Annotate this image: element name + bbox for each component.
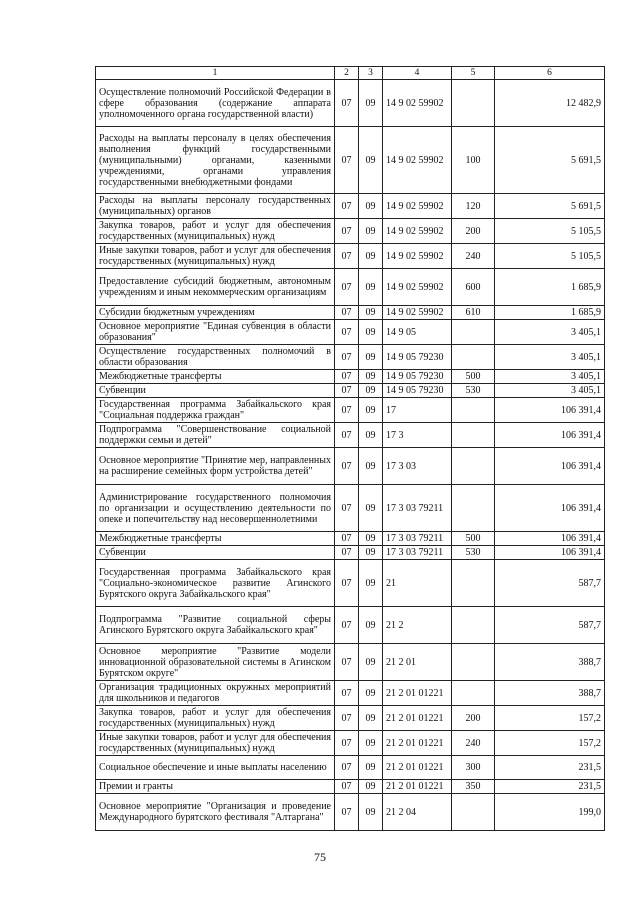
header-cell: 2 (335, 67, 359, 80)
table-row (96, 448, 605, 485)
table-header-row (96, 67, 605, 80)
row-cell-c5: 500 (452, 532, 495, 546)
row-description: Администрирование государственного полномочия по организации и осуществлению деятельности по опеке и попечительству над несовершеннолетними (96, 485, 335, 532)
row-cell-c4: 14 9 02 59902 (383, 194, 452, 219)
row-description: Субвенции (96, 546, 335, 560)
row-cell-c6: 3 405,1 (495, 345, 605, 370)
row-cell-c3: 09 (359, 706, 383, 731)
row-description: Основное мероприятие "Единая субвенция в области образования" (96, 320, 335, 345)
row-cell-c2: 07 (335, 80, 359, 127)
table-row (96, 398, 605, 423)
row-description: Субсидии бюджетным учреждениям (96, 306, 335, 320)
row-cell-c4: 14 9 05 (383, 320, 452, 345)
row-cell-c3: 09 (359, 546, 383, 560)
row-cell-c6: 157,2 (495, 706, 605, 731)
row-cell-c3: 09 (359, 560, 383, 607)
row-cell-c6: 106 391,4 (495, 532, 605, 546)
table-row (96, 194, 605, 219)
row-description: Основное мероприятие "Принятие мер, направленных на расширение семейных форм устройства детей" (96, 448, 335, 485)
row-description: Предоставление субсидий бюджетным, автономным учреждениям и иным некоммерческим организациям (96, 269, 335, 306)
table-row (96, 644, 605, 681)
row-cell-c6: 3 405,1 (495, 384, 605, 398)
header-cell: 6 (495, 67, 605, 80)
row-cell-c4: 14 9 05 79230 (383, 345, 452, 370)
row-cell-c2: 07 (335, 780, 359, 794)
row-cell-c3: 09 (359, 607, 383, 644)
row-cell-c6: 5 691,5 (495, 127, 605, 194)
row-cell-c2: 07 (335, 756, 359, 780)
row-cell-c4: 21 2 (383, 607, 452, 644)
row-cell-c2: 07 (335, 244, 359, 269)
row-cell-c4: 14 9 05 79230 (383, 370, 452, 384)
row-cell-c4: 21 2 04 (383, 794, 452, 831)
row-description: Государственная программа Забайкальского края "Социальная поддержка граждан" (96, 398, 335, 423)
row-cell-c4: 17 3 03 79211 (383, 485, 452, 532)
row-cell-c6: 106 391,4 (495, 546, 605, 560)
row-cell-c6: 5 105,5 (495, 219, 605, 244)
row-cell-c2: 07 (335, 269, 359, 306)
row-cell-c6: 1 685,9 (495, 306, 605, 320)
table-row (96, 731, 605, 756)
row-cell-c5: 200 (452, 706, 495, 731)
row-cell-c4: 21 2 01 01221 (383, 706, 452, 731)
row-cell-c5: 530 (452, 384, 495, 398)
row-cell-c6: 388,7 (495, 681, 605, 706)
row-cell-c3: 09 (359, 127, 383, 194)
table-row (96, 560, 605, 607)
table-row (96, 756, 605, 780)
row-cell-c3: 09 (359, 681, 383, 706)
row-cell-c5 (452, 320, 495, 345)
row-cell-c3: 09 (359, 244, 383, 269)
row-cell-c5: 240 (452, 244, 495, 269)
row-cell-c6: 231,5 (495, 780, 605, 794)
row-cell-c4: 14 9 02 59902 (383, 219, 452, 244)
row-cell-c4: 14 9 02 59902 (383, 127, 452, 194)
row-cell-c5 (452, 448, 495, 485)
row-cell-c5 (452, 681, 495, 706)
row-cell-c6: 106 391,4 (495, 485, 605, 532)
row-description: Межбюджетные трансферты (96, 370, 335, 384)
row-cell-c6: 231,5 (495, 756, 605, 780)
table-row (96, 269, 605, 306)
row-cell-c5 (452, 345, 495, 370)
row-cell-c3: 09 (359, 485, 383, 532)
row-cell-c5: 120 (452, 194, 495, 219)
row-cell-c5 (452, 560, 495, 607)
row-cell-c4: 17 3 03 79211 (383, 532, 452, 546)
row-cell-c3: 09 (359, 306, 383, 320)
row-cell-c6: 3 405,1 (495, 320, 605, 345)
table-row (96, 320, 605, 345)
table-row (96, 80, 605, 127)
row-cell-c6: 5 691,5 (495, 194, 605, 219)
row-cell-c5: 200 (452, 219, 495, 244)
row-cell-c3: 09 (359, 398, 383, 423)
row-description: Расходы на выплаты персоналу государственных (муниципальных) органов (96, 194, 335, 219)
row-description: Организация традиционных окружных мероприятий для школьников и педагогов (96, 681, 335, 706)
page-number: 75 (314, 850, 326, 864)
table-row (96, 384, 605, 398)
row-cell-c2: 07 (335, 398, 359, 423)
row-cell-c6: 388,7 (495, 644, 605, 681)
row-cell-c6: 12 482,9 (495, 80, 605, 127)
row-cell-c4: 21 2 01 01221 (383, 731, 452, 756)
row-cell-c2: 07 (335, 320, 359, 345)
row-cell-c2: 07 (335, 794, 359, 831)
row-cell-c4: 17 3 (383, 423, 452, 448)
table-row (96, 423, 605, 448)
table-row (96, 219, 605, 244)
row-cell-c2: 07 (335, 306, 359, 320)
row-description: Социальное обеспечение и иные выплаты населению (96, 756, 335, 780)
row-cell-c2: 07 (335, 706, 359, 731)
table-row (96, 706, 605, 731)
table-row (96, 681, 605, 706)
row-cell-c4: 21 2 01 01221 (383, 756, 452, 780)
row-cell-c6: 106 391,4 (495, 423, 605, 448)
row-cell-c3: 09 (359, 780, 383, 794)
row-cell-c3: 09 (359, 423, 383, 448)
row-cell-c3: 09 (359, 644, 383, 681)
row-cell-c4: 17 3 03 (383, 448, 452, 485)
row-cell-c2: 07 (335, 384, 359, 398)
row-cell-c4: 21 2 01 (383, 644, 452, 681)
row-cell-c3: 09 (359, 448, 383, 485)
row-cell-c2: 07 (335, 560, 359, 607)
table-row (96, 127, 605, 194)
row-cell-c2: 07 (335, 194, 359, 219)
row-cell-c2: 07 (335, 345, 359, 370)
row-description: Субвенции (96, 384, 335, 398)
row-cell-c5 (452, 80, 495, 127)
row-cell-c2: 07 (335, 731, 359, 756)
row-cell-c6: 587,7 (495, 607, 605, 644)
row-cell-c3: 09 (359, 219, 383, 244)
row-cell-c5 (452, 423, 495, 448)
row-cell-c4: 17 (383, 398, 452, 423)
table-row (96, 532, 605, 546)
row-description: Иные закупки товаров, работ и услуг для обеспечения государственных (муниципальных) нужд (96, 731, 335, 756)
row-cell-c3: 09 (359, 532, 383, 546)
table-row (96, 780, 605, 794)
row-cell-c6: 106 391,4 (495, 398, 605, 423)
row-cell-c4: 14 9 02 59902 (383, 306, 452, 320)
row-description: Осуществление полномочий Российской Федерации в сфере образования (содержание аппарата уполномоченного органа государственной власти) (96, 80, 335, 127)
table-row (96, 794, 605, 831)
row-cell-c2: 07 (335, 607, 359, 644)
row-cell-c2: 07 (335, 644, 359, 681)
row-cell-c3: 09 (359, 731, 383, 756)
row-cell-c5 (452, 794, 495, 831)
row-cell-c5: 530 (452, 546, 495, 560)
row-cell-c3: 09 (359, 80, 383, 127)
row-cell-c6: 1 685,9 (495, 269, 605, 306)
header-cell: 4 (383, 67, 452, 80)
row-cell-c2: 07 (335, 681, 359, 706)
row-cell-c6: 3 405,1 (495, 370, 605, 384)
table-row (96, 546, 605, 560)
row-cell-c2: 07 (335, 219, 359, 244)
row-cell-c5: 600 (452, 269, 495, 306)
row-description: Подпрограмма "Совершенствование социальной поддержки семьи и детей" (96, 423, 335, 448)
row-cell-c5: 350 (452, 780, 495, 794)
row-cell-c5: 240 (452, 731, 495, 756)
row-cell-c5 (452, 607, 495, 644)
row-description: Основное мероприятие "Развитие модели инновационной образовательной системы в Агинском Бурятском округе" (96, 644, 335, 681)
budget-table (95, 66, 605, 831)
table-row (96, 485, 605, 532)
row-cell-c4: 14 9 02 59902 (383, 244, 452, 269)
header-cell: 3 (359, 67, 383, 80)
budget-table-container (95, 66, 604, 831)
row-cell-c2: 07 (335, 546, 359, 560)
table-row (96, 345, 605, 370)
row-cell-c5: 610 (452, 306, 495, 320)
row-cell-c3: 09 (359, 370, 383, 384)
row-description: Премии и гранты (96, 780, 335, 794)
row-description: Закупка товаров, работ и услуг для обеспечения государственных (муниципальных) нужд (96, 219, 335, 244)
row-cell-c4: 14 9 02 59902 (383, 80, 452, 127)
row-description: Осуществление государственных полномочий в области образования (96, 345, 335, 370)
header-cell: 5 (452, 67, 495, 80)
row-cell-c3: 09 (359, 794, 383, 831)
row-cell-c5: 100 (452, 127, 495, 194)
row-cell-c2: 07 (335, 448, 359, 485)
row-cell-c3: 09 (359, 194, 383, 219)
row-cell-c6: 157,2 (495, 731, 605, 756)
row-cell-c4: 17 3 03 79211 (383, 546, 452, 560)
row-cell-c6: 199,0 (495, 794, 605, 831)
row-cell-c6: 5 105,5 (495, 244, 605, 269)
row-cell-c5 (452, 398, 495, 423)
row-cell-c3: 09 (359, 320, 383, 345)
row-cell-c6: 587,7 (495, 560, 605, 607)
row-cell-c5: 500 (452, 370, 495, 384)
row-description: Основное мероприятие "Организация и проведение Международного бурятского фестиваля "Алтаргана" (96, 794, 335, 831)
row-cell-c4: 21 (383, 560, 452, 607)
row-description: Межбюджетные трансферты (96, 532, 335, 546)
row-cell-c5 (452, 485, 495, 532)
row-description: Иные закупки товаров, работ и услуг для обеспечения государственных (муниципальных) нужд (96, 244, 335, 269)
row-cell-c4: 21 2 01 01221 (383, 780, 452, 794)
row-cell-c3: 09 (359, 269, 383, 306)
table-row (96, 244, 605, 269)
row-description: Государственная программа Забайкальского края "Социально-экономическое развитие Агинского Бурятского округа Забайкальского края" (96, 560, 335, 607)
row-cell-c2: 07 (335, 485, 359, 532)
row-description: Закупка товаров, работ и услуг для обеспечения государственных (муниципальных) нужд (96, 706, 335, 731)
row-cell-c5: 300 (452, 756, 495, 780)
row-cell-c2: 07 (335, 532, 359, 546)
table-row (96, 607, 605, 644)
row-description: Расходы на выплаты персоналу в целях обеспечения выполнения функций государственными (муниципальными) органами, казенными учреждениями, органами управления государственными внебюджетными фондами (96, 127, 335, 194)
row-cell-c3: 09 (359, 345, 383, 370)
table-row (96, 370, 605, 384)
row-cell-c2: 07 (335, 370, 359, 384)
row-cell-c3: 09 (359, 384, 383, 398)
row-cell-c2: 07 (335, 423, 359, 448)
row-cell-c4: 21 2 01 01221 (383, 681, 452, 706)
row-cell-c5 (452, 644, 495, 681)
row-cell-c6: 106 391,4 (495, 448, 605, 485)
header-cell: 1 (96, 67, 335, 80)
row-description: Подпрограмма "Развитие социальной сферы Агинского Бурятского округа Забайкальского края" (96, 607, 335, 644)
row-cell-c4: 14 9 02 59902 (383, 269, 452, 306)
row-cell-c4: 14 9 05 79230 (383, 384, 452, 398)
table-row (96, 306, 605, 320)
row-cell-c3: 09 (359, 756, 383, 780)
row-cell-c2: 07 (335, 127, 359, 194)
